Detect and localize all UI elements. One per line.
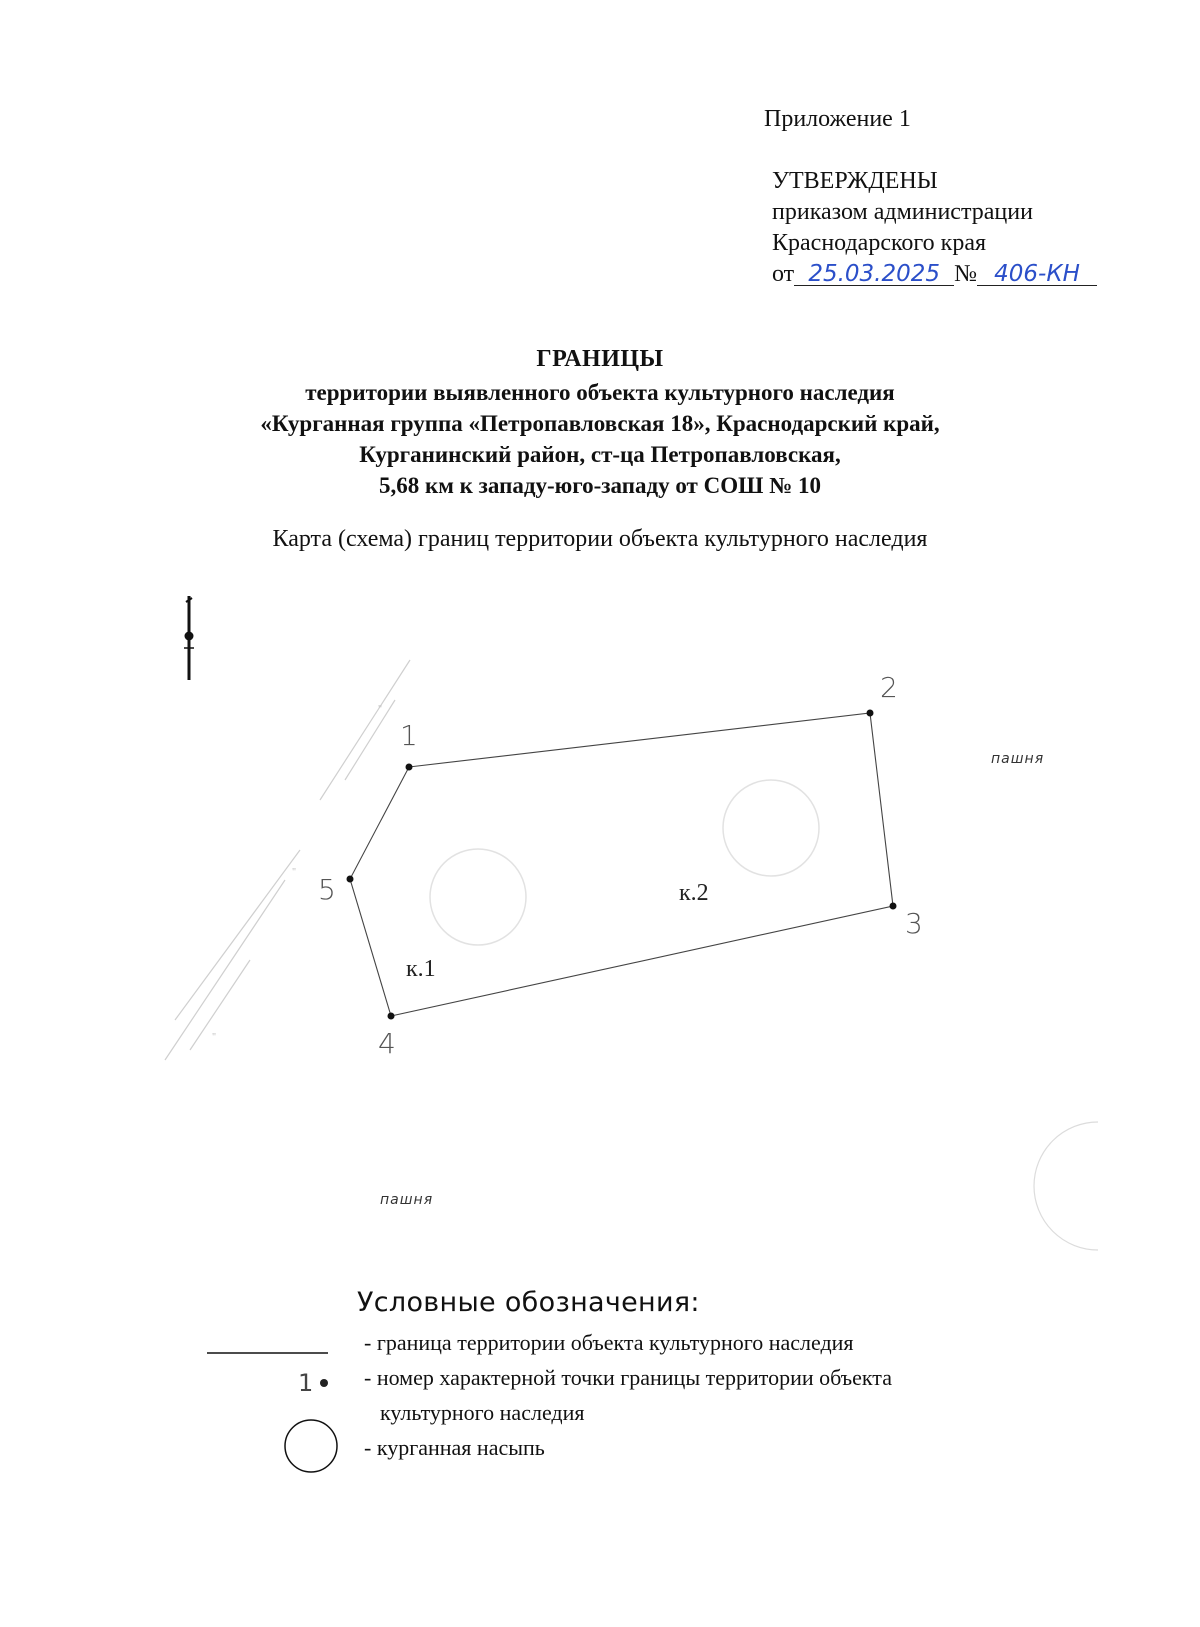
legend-point-text-1: - номер характерной точки границы территории объекта	[364, 1365, 892, 1390]
svg-text:": "	[212, 1032, 217, 1043]
point-label-4: 4	[378, 1027, 396, 1060]
legend-boundary-text: - граница территории объекта культурного наследия	[364, 1330, 854, 1355]
approval-line-1: приказом администрации	[772, 199, 1033, 225]
point-5-marker	[347, 876, 354, 883]
legend-circle-icon	[285, 1420, 337, 1472]
legend-point-text-2: культурного наследия	[380, 1400, 585, 1425]
road-hatching	[165, 660, 410, 1060]
faint-marks	[212, 704, 382, 1043]
appendix-label: Приложение 1	[764, 106, 911, 132]
point-label-2: 2	[880, 671, 898, 704]
mound-circle-2	[723, 780, 819, 876]
faint-arc	[1034, 1122, 1098, 1250]
point-label-3: 3	[905, 907, 923, 940]
point-label-1: 1	[400, 719, 418, 752]
legend-title: Условные обозначения:	[357, 1287, 700, 1318]
handwritten-number: 406-КН	[994, 261, 1080, 287]
title-line-4: 5,68 км к западу-юго-западу от СОШ № 10	[379, 473, 821, 498]
handwritten-date: 25.03.2025	[808, 261, 941, 287]
title-main: ГРАНИЦЫ	[536, 346, 664, 372]
date-prefix: от	[772, 261, 795, 287]
point-3-marker	[890, 903, 897, 910]
point-label-5: 5	[318, 873, 336, 906]
point-4-marker	[388, 1013, 395, 1020]
title-line-2: «Курганная группа «Петропавловская 18», Краснодарский край,	[260, 411, 940, 436]
land-label-right: пашня	[991, 751, 1045, 767]
land-label-bottom: пашня	[380, 1192, 434, 1208]
svg-text:": "	[292, 867, 297, 878]
approval-line-2: Краснодарского края	[772, 230, 987, 256]
number-prefix: №	[954, 261, 978, 287]
legend-point-number: 1	[298, 1369, 314, 1397]
mound-label-1: к.1	[406, 956, 436, 982]
map-caption: Карта (схема) границ территории объекта культурного наследия	[272, 526, 928, 552]
point-2-marker	[867, 710, 874, 717]
mound-circle-1	[430, 849, 526, 945]
legend-mound-text: - курганная насыпь	[364, 1435, 545, 1460]
approval-heading: УТВЕРЖДЕНЫ	[772, 168, 938, 194]
svg-text:": "	[378, 704, 383, 715]
title-line-3: Курганинский район, ст-ца Петропавловская,	[359, 442, 841, 467]
point-1-marker	[406, 764, 413, 771]
legend-point-dot	[320, 1379, 328, 1387]
title-line-1: территории выявленного объекта культурного наследия	[305, 380, 895, 405]
north-arrow-icon	[184, 596, 194, 680]
mound-label-2: к.2	[679, 880, 709, 906]
